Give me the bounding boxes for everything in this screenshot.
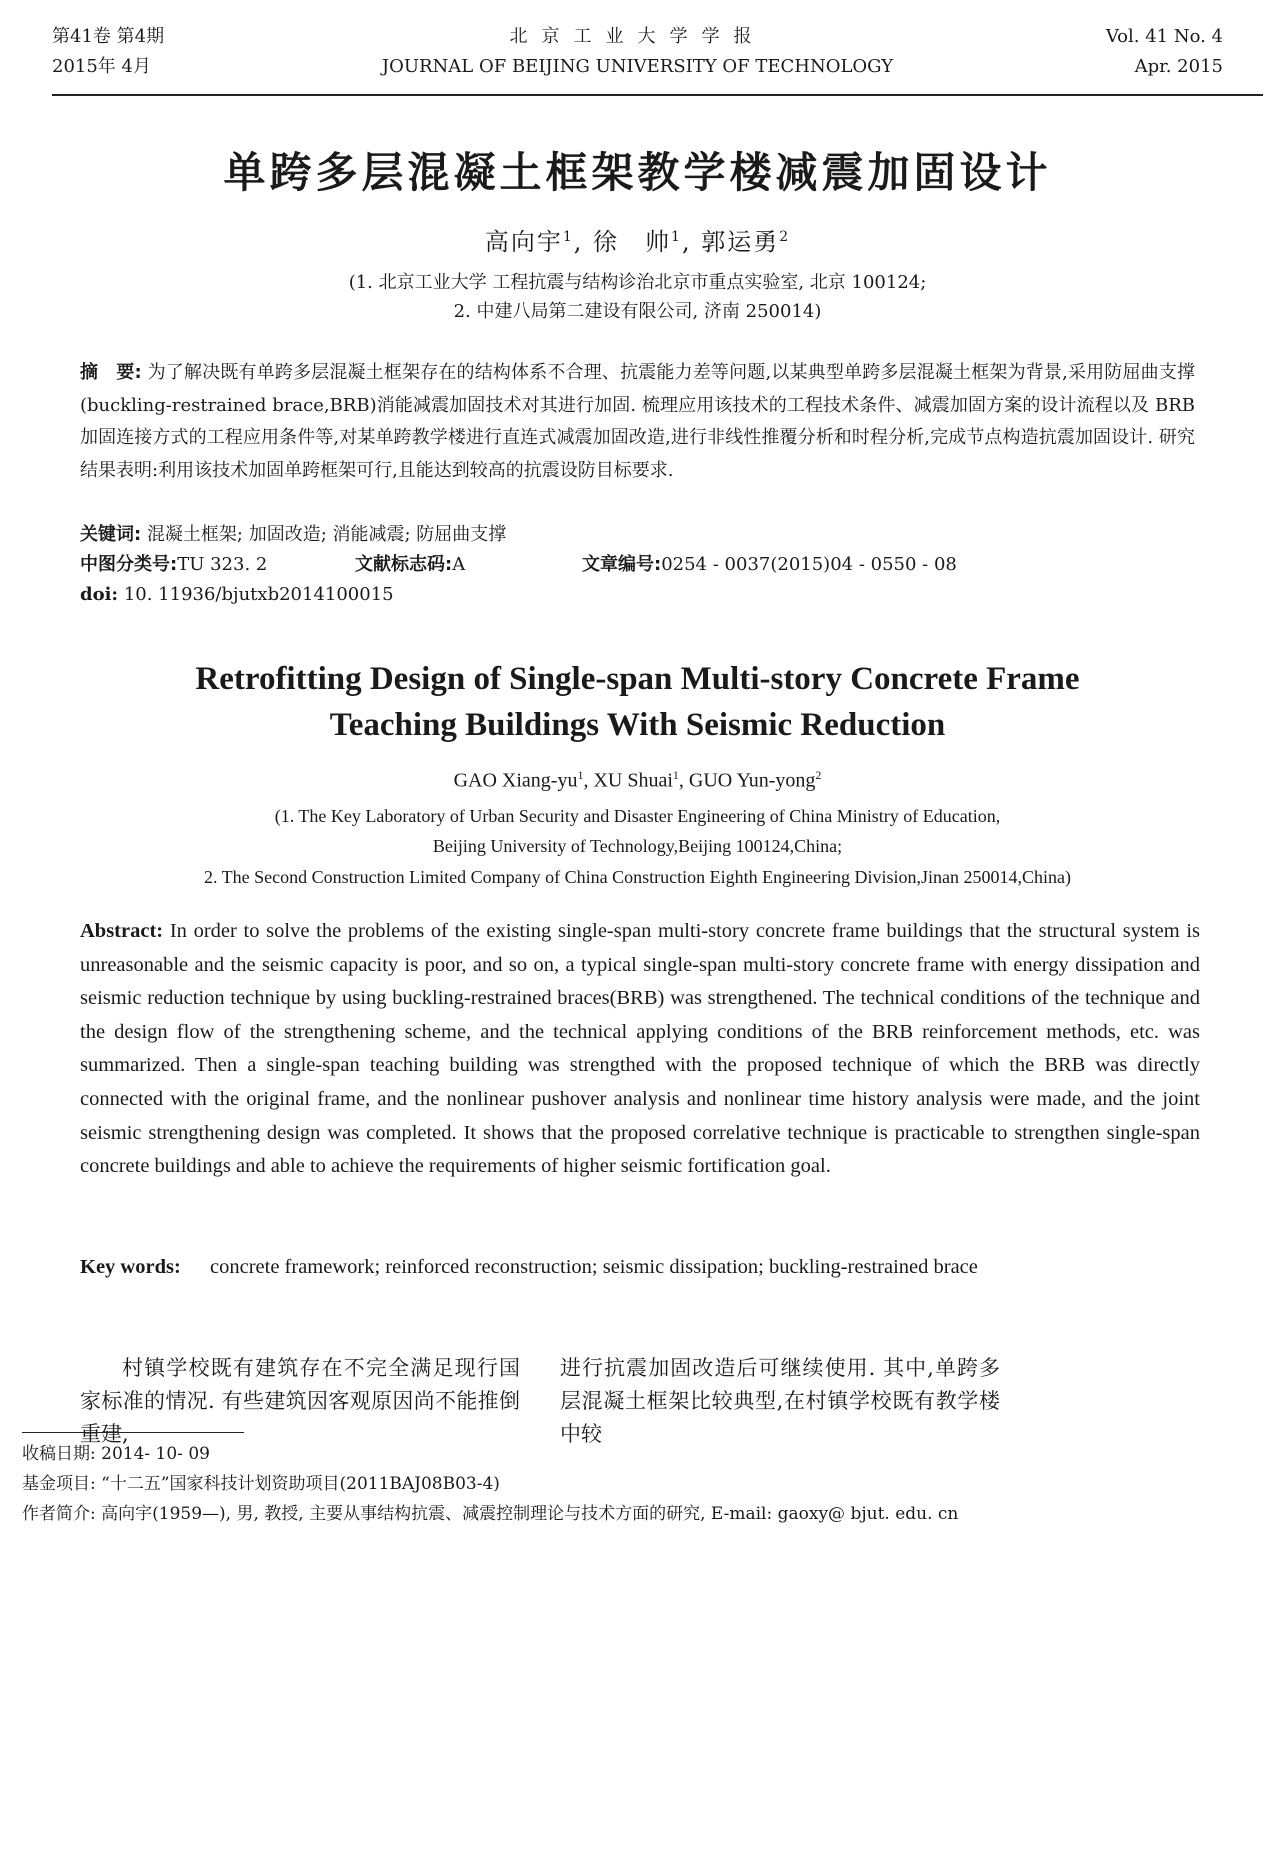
author-cn: 郭运勇 (701, 228, 780, 256)
affiliation-en-1: (1. The Key Laboratory of Urban Security and Disaster Engineering of China Ministry of Education, (274, 806, 1001, 826)
body-column-left (80, 1352, 520, 1451)
doi-label: doi: (80, 584, 119, 605)
body-left-text: 村镇学校既有建筑存在不完全满足现行国家标准的情况. 有些建筑因客观原因尚不能推倒重建, (80, 1356, 520, 1446)
title-en-line-2: Teaching Buildings With Seismic Reduction (329, 707, 946, 743)
header-right (1106, 22, 1223, 82)
title-en-line-1: Retrofitting Design of Single-span Multi-story Concrete Frame (195, 661, 1080, 697)
author-sup: 2 (815, 768, 822, 782)
affiliation-en-3: 2. The Second Construction Limited Company of China Construction Eighth Engineering Division,Jinan 250014,China) (203, 867, 1072, 887)
author-sup: 1 (672, 768, 679, 782)
running-header (52, 22, 1223, 92)
keywords-cn-text: 混凝土框架; 加固改造; 消能减震; 防屈曲支撑 (146, 524, 507, 545)
author-sup: 1 (562, 229, 574, 245)
keywords-cn-label: 关键词: (80, 524, 142, 545)
abstract-cn-label: 摘 要: (80, 362, 142, 383)
doc-label: 文献标志码: (355, 554, 453, 575)
article-number (582, 550, 957, 576)
volume-issue-en: Vol. 41 No. 4 (1105, 26, 1223, 47)
abstract-en-text: In order to solve the problems of the existing single-span multi-story concrete frame buildings that the structural system is unreasonable and the seismic capacity is poor, and so on, a typical single-span multi-story concrete frame with energy dissipation and seismic reduction technique by using buckling-restrained braces(BRB) was strengthened. The technical conditions of the technique and the design flow of the strengthening scheme, and the technical applying conditions of the BRB reinforcement methods, etc. was summarized. Then a single-span teaching building was strengthed with the proposed technique of which the BRB was directly connected with the original frame, and the nonlinear pushover analysis and nonlinear time history analysis were made, and the joint seismic strengthening design was completed. It shows that the proposed correlative technique is practicable to strengthen single-span concrete buildings and able to achieve the requirements of higher seismic fortification goal. (80, 920, 1201, 1178)
title-en (0, 656, 1275, 748)
title-cn: 单跨多层混凝土框架教学楼减震加固设计 (223, 148, 1052, 197)
affiliation-cn-2: 2. 中建八局第二建设有限公司, 济南 250014) (453, 301, 822, 322)
author-en: GUO Yun-yong (688, 769, 816, 792)
clc-code (80, 550, 267, 576)
date-en: Apr. 2015 (1134, 56, 1223, 77)
author-en: GAO Xiang-yu (453, 769, 578, 792)
footnote-author: 作者简介: 高向宇(1959—), 男, 教授, 主要从事结构抗震、减震控制理论与技术方面的研究, E-mail: gaoxy@ bjut. edu. cn (22, 1504, 959, 1524)
abstract-en-label: Abstract: (80, 920, 164, 942)
author-cn: 高向宇 (484, 228, 563, 256)
footnote-fund: 基金项目: “十二五”国家科技计划资助项目(2011BAJ08B03-4) (22, 1474, 500, 1494)
footnote-received: 收稿日期: 2014- 10- 09 (22, 1444, 210, 1464)
body-column-right (560, 1352, 1000, 1451)
doi (80, 582, 394, 608)
body-right-text: 进行抗震加固改造后可继续使用. 其中,单跨多层混凝土框架比较典型,在村镇学校既有教学楼中较 (560, 1356, 1000, 1446)
doc-code (355, 550, 465, 576)
author-sup: 2 (779, 229, 791, 245)
author-sup: 1 (577, 768, 584, 782)
article-label: 文章编号: (582, 554, 662, 575)
doc-value: A (452, 554, 466, 575)
affiliation-en-2: Beijing University of Technology,Beijing 100124,China; (432, 836, 843, 856)
volume-issue-cn: 第41卷 第4期 (52, 26, 165, 47)
footnote-rule (22, 1432, 244, 1433)
author-sup: 1 (671, 229, 682, 245)
authors-en: GAO Xiang-$yu^1$, XU Shuai$^1$, GUO Yun-yong$^2$ (453, 768, 822, 792)
date-cn: 2015年 4月 (52, 56, 151, 77)
author-en: XU Shuai (593, 769, 673, 792)
clc-value: TU 323. 2 (177, 554, 268, 575)
author-cn: 徐 帅 (593, 228, 672, 256)
keywords-en-text: concrete framework; reinforced reconstruction; seismic dissipation; buckling-restrained brace (210, 1256, 978, 1278)
header-center (52, 22, 1223, 82)
abstract-cn (80, 357, 1195, 487)
authors-cn: 高向宇$^1$, 徐 帅$^1$, 郭运勇$^2$ (484, 228, 791, 256)
journal-name-en: JOURNAL OF BEIJING UNIVERSITY OF TECHNOLOGY (381, 56, 894, 77)
abstract-cn-text: 为了解决既有单跨多层混凝土框架存在的结构体系不合理、抗震能力差等问题,以某典型单跨多层混凝土框架为背景,采用防屈曲支撑(buckling-restrained brace,BRB)消能减震加固技术对其进行加固. 梳理应用该技术的工程技术条件、减震加固方案的设计流程以及 BRB 加固连接方式的工程应用条件等,对某单跨教学楼进行直连式减震加固改造,进行非线性推覆分析和时程分析,完成节点构造抗震加固设计. 研究结果表明:利用该技术加固单跨框架可行,且能达到较高的抗震设防目标要求. (80, 362, 1196, 481)
clc-label: 中图分类号: (80, 554, 178, 575)
abstract-en (80, 915, 1200, 1184)
keywords-en-label: Key words: (80, 1256, 181, 1278)
classification-row (80, 550, 1195, 576)
article-value: 0254 - 0037(2015)04 - 0550 - 08 (661, 554, 957, 575)
affiliation-cn-1: (1. 北京工业大学 工程抗震与结构诊治北京市重点实验室, 北京 100124; (348, 272, 927, 293)
keywords-cn (80, 522, 506, 548)
doi-value: 10. 11936/bjutxb2014100015 (123, 584, 394, 605)
journal-name-cn: 北京工业大学学报 (509, 26, 766, 47)
header-rule (52, 94, 1263, 96)
